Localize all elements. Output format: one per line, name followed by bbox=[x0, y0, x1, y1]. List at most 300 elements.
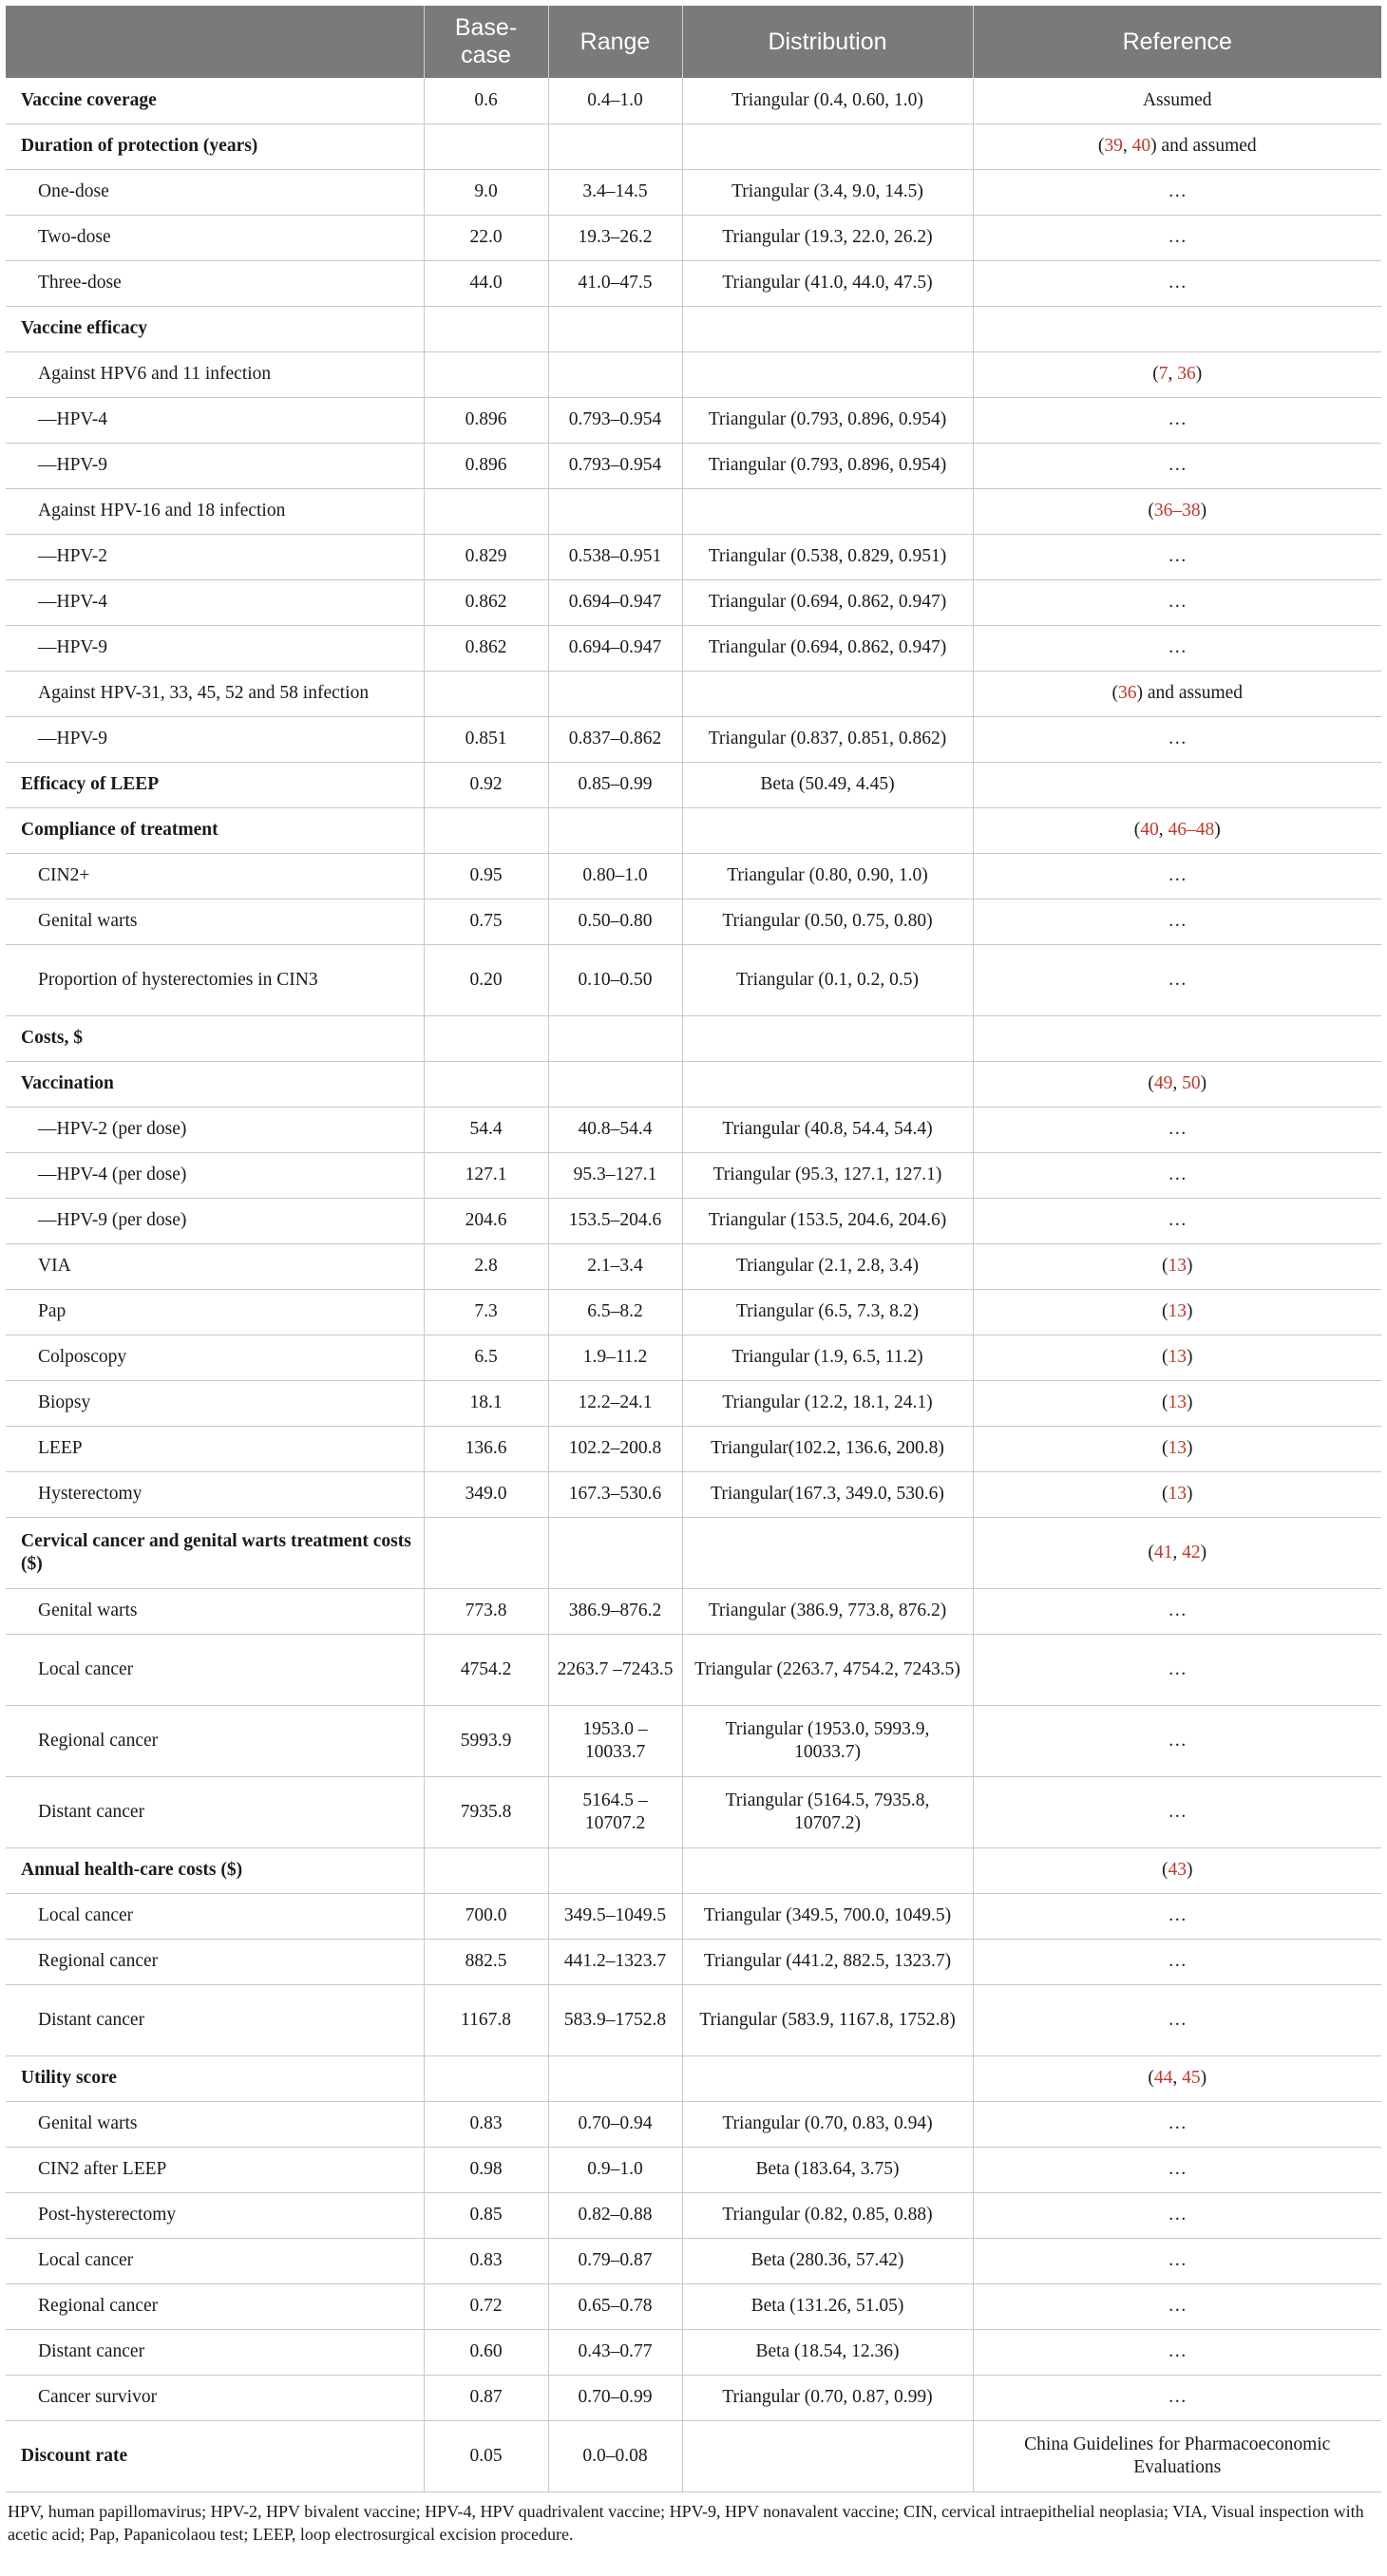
parameter-name: —HPV-4 (per dose) bbox=[6, 1152, 424, 1198]
reference-link[interactable]: 40 bbox=[1140, 820, 1159, 840]
table-row bbox=[6, 306, 1381, 351]
table-row bbox=[6, 579, 1381, 625]
parameter-name: Biopsy bbox=[6, 1380, 424, 1426]
base-case-value: 0.98 bbox=[424, 2147, 548, 2192]
distribution-value: Triangular (2.1, 2.8, 3.4) bbox=[682, 1243, 973, 1289]
reference-cell bbox=[973, 1152, 1381, 1198]
range-value: 5164.5 –10707.2 bbox=[548, 1776, 682, 1847]
reference-text: ) bbox=[1200, 501, 1207, 521]
table-row bbox=[6, 443, 1381, 488]
parameter-name: Annual health-care costs ($) bbox=[6, 1847, 424, 1893]
reference-text: … bbox=[1168, 1601, 1187, 1620]
reference-cell bbox=[973, 853, 1381, 899]
parameter-name: Post-hysterectomy bbox=[6, 2192, 424, 2238]
range-value: 0.694–0.947 bbox=[548, 579, 682, 625]
reference-cell bbox=[973, 2192, 1381, 2238]
distribution-value: Triangular (6.5, 7.3, 8.2) bbox=[682, 1289, 973, 1335]
reference-text: … bbox=[1168, 2341, 1187, 2361]
base-case-value: 0.92 bbox=[424, 762, 548, 807]
table-row bbox=[6, 807, 1381, 853]
reference-cell bbox=[973, 2283, 1381, 2329]
distribution-value: Triangular (583.9, 1167.8, 1752.8) bbox=[682, 1984, 973, 2055]
range-value: 0.793–0.954 bbox=[548, 443, 682, 488]
distribution-value: Triangular (5164.5, 7935.8, 10707.2) bbox=[682, 1776, 973, 1847]
reference-cell bbox=[973, 1776, 1381, 1847]
reference-link[interactable]: 41 bbox=[1153, 1542, 1173, 1563]
base-case-value: 0.862 bbox=[424, 625, 548, 671]
base-case-value: 0.896 bbox=[424, 443, 548, 488]
distribution-value: Triangular (2263.7, 4754.2, 7243.5) bbox=[682, 1634, 973, 1705]
reference-text: ( bbox=[1148, 1073, 1154, 1093]
distribution-value: Triangular (41.0, 44.0, 47.5) bbox=[682, 260, 973, 306]
range-value: 1953.0 –10033.7 bbox=[548, 1705, 682, 1776]
base-case-value bbox=[424, 1847, 548, 1893]
range-value: 0.50–0.80 bbox=[548, 899, 682, 944]
reference-cell bbox=[973, 2420, 1381, 2491]
parameter-name: —HPV-4 bbox=[6, 579, 424, 625]
base-case-value: 9.0 bbox=[424, 169, 548, 215]
reference-cell bbox=[973, 1243, 1381, 1289]
base-case-value: 773.8 bbox=[424, 1588, 548, 1634]
reference-text: … bbox=[1168, 1658, 1187, 1679]
reference-cell bbox=[973, 1107, 1381, 1152]
reference-cell bbox=[973, 2055, 1381, 2101]
reference-cell bbox=[973, 215, 1381, 260]
range-value: 41.0–47.5 bbox=[548, 260, 682, 306]
reference-cell bbox=[973, 1061, 1381, 1107]
reference-link[interactable]: 7 bbox=[1158, 364, 1168, 384]
reference-cell bbox=[973, 1289, 1381, 1335]
range-value: 2.1–3.4 bbox=[548, 1243, 682, 1289]
reference-text: … bbox=[1168, 1951, 1187, 1971]
table-row bbox=[6, 2238, 1381, 2283]
base-case-value: 5993.9 bbox=[424, 1705, 548, 1776]
parameter-name: Against HPV-31, 33, 45, 52 and 58 infection bbox=[6, 671, 424, 716]
reference-text: … bbox=[1168, 2250, 1187, 2270]
reference-text: … bbox=[1168, 546, 1187, 566]
parameter-name: Vaccine efficacy bbox=[6, 306, 424, 351]
parameter-name: —HPV-4 bbox=[6, 397, 424, 443]
parameter-name: Vaccine coverage bbox=[6, 78, 424, 123]
parameter-name: Regional cancer bbox=[6, 1939, 424, 1984]
reference-text: ) and assumed bbox=[1136, 683, 1244, 703]
distribution-value bbox=[682, 123, 973, 169]
base-case-value: 0.72 bbox=[424, 2283, 548, 2329]
base-case-value: 18.1 bbox=[424, 1380, 548, 1426]
distribution-value: Triangular (0.80, 0.90, 1.0) bbox=[682, 853, 973, 899]
table-row bbox=[6, 78, 1381, 123]
distribution-value bbox=[682, 488, 973, 534]
base-case-value: 127.1 bbox=[424, 1152, 548, 1198]
reference-text: ( bbox=[1162, 1860, 1168, 1880]
parameter-name: —HPV-2 bbox=[6, 534, 424, 579]
reference-text: Assumed bbox=[1142, 89, 1212, 110]
range-value: 0.79–0.87 bbox=[548, 2238, 682, 2283]
reference-text: , bbox=[1172, 1542, 1183, 1563]
parameter-name: Utility score bbox=[6, 2055, 424, 2101]
reference-cell bbox=[973, 1984, 1381, 2055]
range-value bbox=[548, 1061, 682, 1107]
distribution-value: Triangular(167.3, 349.0, 530.6) bbox=[682, 1471, 973, 1517]
range-value: 0.70–0.94 bbox=[548, 2101, 682, 2147]
table-row bbox=[6, 2375, 1381, 2420]
reference-link[interactable]: 36–38 bbox=[1153, 501, 1201, 521]
reference-cell bbox=[973, 944, 1381, 1015]
reference-text: … bbox=[1168, 227, 1187, 247]
reference-cell bbox=[973, 716, 1381, 762]
reference-text: , bbox=[1172, 1073, 1183, 1093]
reference-text: ) bbox=[1187, 1301, 1193, 1321]
table-row bbox=[6, 1517, 1381, 1588]
table-row bbox=[6, 1471, 1381, 1517]
reference-cell bbox=[973, 534, 1381, 579]
reference-text: ( bbox=[1162, 1392, 1168, 1412]
reference-text: ( bbox=[1162, 1301, 1168, 1321]
table-row bbox=[6, 169, 1381, 215]
reference-cell bbox=[973, 1517, 1381, 1588]
parameter-name: Hysterectomy bbox=[6, 1471, 424, 1517]
table-row bbox=[6, 260, 1381, 306]
distribution-value: Triangular (0.793, 0.896, 0.954) bbox=[682, 397, 973, 443]
reference-link[interactable]: 42 bbox=[1182, 1542, 1201, 1563]
parameter-name: Pap bbox=[6, 1289, 424, 1335]
reference-link[interactable]: 43 bbox=[1168, 1860, 1187, 1880]
distribution-value: Triangular (1.9, 6.5, 11.2) bbox=[682, 1335, 973, 1380]
base-case-value bbox=[424, 1517, 548, 1588]
base-case-value: 7.3 bbox=[424, 1289, 548, 1335]
base-case-value: 0.60 bbox=[424, 2329, 548, 2375]
reference-text: … bbox=[1168, 969, 1187, 990]
reference-cell bbox=[973, 2101, 1381, 2147]
parameter-name: Regional cancer bbox=[6, 2283, 424, 2329]
base-case-value: 0.20 bbox=[424, 944, 548, 1015]
parameter-name: CIN2+ bbox=[6, 853, 424, 899]
reference-text: ) bbox=[1200, 1073, 1207, 1093]
reference-text: ( bbox=[1162, 1438, 1168, 1458]
reference-cell bbox=[973, 397, 1381, 443]
reference-text: ( bbox=[1162, 1347, 1168, 1367]
reference-text: … bbox=[1168, 1165, 1187, 1184]
reference-text: ( bbox=[1133, 820, 1141, 840]
reference-link[interactable]: 13 bbox=[1168, 1301, 1187, 1321]
table-row bbox=[6, 397, 1381, 443]
reference-cell bbox=[973, 2238, 1381, 2283]
distribution-value: Triangular (0.70, 0.87, 0.99) bbox=[682, 2375, 973, 2420]
reference-text: ) bbox=[1200, 2068, 1207, 2088]
reference-text: ( bbox=[1097, 136, 1105, 156]
base-case-value: 0.829 bbox=[424, 534, 548, 579]
range-value bbox=[548, 671, 682, 716]
range-value bbox=[548, 807, 682, 853]
parameter-name: Local cancer bbox=[6, 2238, 424, 2283]
reference-text: ( bbox=[1148, 1542, 1154, 1563]
reference-link[interactable]: 13 bbox=[1168, 1392, 1187, 1412]
reference-text: … bbox=[1168, 2205, 1187, 2225]
base-case-value: 6.5 bbox=[424, 1335, 548, 1380]
reference-text: … bbox=[1168, 409, 1187, 429]
reference-link[interactable]: 13 bbox=[1168, 1438, 1187, 1458]
reference-text: … bbox=[1168, 273, 1187, 293]
range-value bbox=[548, 351, 682, 397]
distribution-value: Triangular (0.70, 0.83, 0.94) bbox=[682, 2101, 973, 2147]
distribution-value: Triangular (0.538, 0.829, 0.951) bbox=[682, 534, 973, 579]
table-body bbox=[6, 78, 1381, 2491]
parameter-name: Three-dose bbox=[6, 260, 424, 306]
reference-text: … bbox=[1168, 2159, 1187, 2179]
reference-cell bbox=[973, 1471, 1381, 1517]
parameter-name: Cervical cancer and genital warts treatment costs ($) bbox=[6, 1517, 424, 1588]
range-value: 40.8–54.4 bbox=[548, 1107, 682, 1152]
reference-link[interactable]: 36 bbox=[1117, 683, 1137, 703]
table-row bbox=[6, 716, 1381, 762]
range-value: 0.10–0.50 bbox=[548, 944, 682, 1015]
base-case-value: 700.0 bbox=[424, 1893, 548, 1939]
base-case-value bbox=[424, 306, 548, 351]
table-container bbox=[6, 6, 1381, 2546]
parameter-name: Against HPV-16 and 18 infection bbox=[6, 488, 424, 534]
distribution-value: Triangular (349.5, 700.0, 1049.5) bbox=[682, 1893, 973, 1939]
table-row bbox=[6, 1939, 1381, 1984]
distribution-value: Beta (18.54, 12.36) bbox=[682, 2329, 973, 2375]
reference-text: ) and assumed bbox=[1150, 136, 1257, 156]
range-value bbox=[548, 1015, 682, 1061]
table-row bbox=[6, 1015, 1381, 1061]
range-value bbox=[548, 488, 682, 534]
parameter-name: LEEP bbox=[6, 1426, 424, 1471]
table-row bbox=[6, 1243, 1381, 1289]
reference-link[interactable]: 40 bbox=[1131, 136, 1151, 156]
range-value: 0.0–0.08 bbox=[548, 2420, 682, 2491]
base-case-value: 22.0 bbox=[424, 215, 548, 260]
distribution-value bbox=[682, 1061, 973, 1107]
distribution-value bbox=[682, 2420, 973, 2491]
reference-cell bbox=[973, 1426, 1381, 1471]
base-case-value: 136.6 bbox=[424, 1426, 548, 1471]
base-case-value: 7935.8 bbox=[424, 1776, 548, 1847]
distribution-value bbox=[682, 807, 973, 853]
parameter-name: Regional cancer bbox=[6, 1705, 424, 1776]
header-range: Range bbox=[548, 6, 682, 78]
base-case-value: 0.87 bbox=[424, 2375, 548, 2420]
table-row bbox=[6, 1380, 1381, 1426]
distribution-value: Beta (131.26, 51.05) bbox=[682, 2283, 973, 2329]
distribution-value: Triangular (0.82, 0.85, 0.88) bbox=[682, 2192, 973, 2238]
table-row bbox=[6, 853, 1381, 899]
reference-cell bbox=[973, 1634, 1381, 1705]
reference-text: … bbox=[1168, 181, 1187, 201]
distribution-value: Triangular (12.2, 18.1, 24.1) bbox=[682, 1380, 973, 1426]
reference-cell bbox=[973, 1588, 1381, 1634]
table-row bbox=[6, 2192, 1381, 2238]
table-row bbox=[6, 671, 1381, 716]
distribution-value: Triangular (0.1, 0.2, 0.5) bbox=[682, 944, 973, 1015]
reference-cell bbox=[973, 123, 1381, 169]
reference-text: … bbox=[1168, 2387, 1187, 2407]
reference-text: ) bbox=[1187, 1860, 1193, 1880]
parameter-name: Two-dose bbox=[6, 215, 424, 260]
base-case-value: 54.4 bbox=[424, 1107, 548, 1152]
reference-cell bbox=[973, 762, 1381, 807]
reference-link[interactable]: 13 bbox=[1168, 1347, 1187, 1367]
parameter-name: VIA bbox=[6, 1243, 424, 1289]
distribution-value bbox=[682, 1847, 973, 1893]
table-row bbox=[6, 2147, 1381, 2192]
distribution-value: Triangular (153.5, 204.6, 204.6) bbox=[682, 1198, 973, 1243]
base-case-value: 882.5 bbox=[424, 1939, 548, 1984]
reference-cell bbox=[973, 1015, 1381, 1061]
reference-text: … bbox=[1168, 2113, 1187, 2133]
reference-link[interactable]: 13 bbox=[1168, 1484, 1187, 1504]
range-value: 95.3–127.1 bbox=[548, 1152, 682, 1198]
base-case-value bbox=[424, 807, 548, 853]
reference-text: China Guidelines for Pharmacoeconomic Evaluations bbox=[1024, 2434, 1331, 2477]
range-value: 0.70–0.99 bbox=[548, 2375, 682, 2420]
reference-cell bbox=[973, 169, 1381, 215]
reference-cell bbox=[973, 1380, 1381, 1426]
reference-cell bbox=[973, 579, 1381, 625]
reference-text: … bbox=[1168, 2296, 1187, 2316]
base-case-value bbox=[424, 1015, 548, 1061]
reference-link[interactable]: 39 bbox=[1104, 136, 1123, 156]
reference-text: … bbox=[1168, 911, 1187, 931]
reference-cell bbox=[973, 78, 1381, 123]
base-case-value: 0.6 bbox=[424, 78, 548, 123]
range-value: 19.3–26.2 bbox=[548, 215, 682, 260]
reference-cell bbox=[973, 899, 1381, 944]
range-value: 12.2–24.1 bbox=[548, 1380, 682, 1426]
reference-text: … bbox=[1168, 1905, 1187, 1925]
table-row bbox=[6, 351, 1381, 397]
parameter-name: —HPV-9 bbox=[6, 443, 424, 488]
base-case-value: 0.862 bbox=[424, 579, 548, 625]
distribution-value: Triangular (441.2, 882.5, 1323.7) bbox=[682, 1939, 973, 1984]
reference-cell bbox=[973, 2375, 1381, 2420]
distribution-value bbox=[682, 1517, 973, 1588]
reference-link[interactable]: 45 bbox=[1182, 2068, 1201, 2088]
reference-cell bbox=[973, 1847, 1381, 1893]
distribution-value: Beta (183.64, 3.75) bbox=[682, 2147, 973, 2192]
distribution-value: Triangular (386.9, 773.8, 876.2) bbox=[682, 1588, 973, 1634]
reference-cell bbox=[973, 351, 1381, 397]
reference-cell bbox=[973, 2329, 1381, 2375]
reference-text: … bbox=[1168, 1119, 1187, 1139]
reference-text: ( bbox=[1162, 1256, 1168, 1276]
distribution-value bbox=[682, 671, 973, 716]
reference-text: ( bbox=[1112, 683, 1118, 703]
reference-text: … bbox=[1168, 865, 1187, 885]
reference-cell bbox=[973, 306, 1381, 351]
base-case-value bbox=[424, 2055, 548, 2101]
range-value: 0.793–0.954 bbox=[548, 397, 682, 443]
table-row bbox=[6, 762, 1381, 807]
reference-link[interactable]: 49 bbox=[1153, 1073, 1173, 1093]
reference-cell bbox=[973, 1335, 1381, 1380]
parameter-name: —HPV-2 (per dose) bbox=[6, 1107, 424, 1152]
parameter-name: —HPV-9 bbox=[6, 716, 424, 762]
base-case-value: 0.95 bbox=[424, 853, 548, 899]
parameter-name: Compliance of treatment bbox=[6, 807, 424, 853]
reference-cell bbox=[973, 488, 1381, 534]
reference-link[interactable]: 36 bbox=[1177, 364, 1196, 384]
base-case-value: 0.85 bbox=[424, 2192, 548, 2238]
reference-text: … bbox=[1168, 637, 1187, 657]
range-value: 0.4–1.0 bbox=[548, 78, 682, 123]
range-value: 167.3–530.6 bbox=[548, 1471, 682, 1517]
reference-text: , bbox=[1158, 820, 1168, 840]
reference-cell bbox=[973, 260, 1381, 306]
parameter-name: Against HPV6 and 11 infection bbox=[6, 351, 424, 397]
table-row bbox=[6, 1289, 1381, 1335]
base-case-value: 2.8 bbox=[424, 1243, 548, 1289]
range-value: 0.538–0.951 bbox=[548, 534, 682, 579]
distribution-value bbox=[682, 306, 973, 351]
base-case-value: 0.83 bbox=[424, 2101, 548, 2147]
parameter-name: Colposcopy bbox=[6, 1335, 424, 1380]
table-row bbox=[6, 1061, 1381, 1107]
reference-link[interactable]: 50 bbox=[1182, 1073, 1201, 1093]
table-row bbox=[6, 1107, 1381, 1152]
range-value: 0.43–0.77 bbox=[548, 2329, 682, 2375]
base-case-value: 0.851 bbox=[424, 716, 548, 762]
base-case-value: 0.83 bbox=[424, 2238, 548, 2283]
range-value: 6.5–8.2 bbox=[548, 1289, 682, 1335]
table-row bbox=[6, 2101, 1381, 2147]
range-value: 153.5–204.6 bbox=[548, 1198, 682, 1243]
distribution-value: Beta (50.49, 4.45) bbox=[682, 762, 973, 807]
table-row bbox=[6, 1426, 1381, 1471]
distribution-value: Triangular (0.793, 0.896, 0.954) bbox=[682, 443, 973, 488]
reference-text: , bbox=[1172, 2068, 1183, 2088]
distribution-value bbox=[682, 2055, 973, 2101]
table-row bbox=[6, 215, 1381, 260]
range-value bbox=[548, 1847, 682, 1893]
reference-text: … bbox=[1168, 1730, 1187, 1751]
reference-cell bbox=[973, 625, 1381, 671]
distribution-value: Triangular (95.3, 127.1, 127.1) bbox=[682, 1152, 973, 1198]
distribution-value: Triangular (3.4, 9.0, 14.5) bbox=[682, 169, 973, 215]
reference-link[interactable]: 44 bbox=[1153, 2068, 1173, 2088]
table-header bbox=[6, 6, 1381, 78]
table-row bbox=[6, 1634, 1381, 1705]
distribution-value: Triangular (0.4, 0.60, 1.0) bbox=[682, 78, 973, 123]
base-case-value bbox=[424, 351, 548, 397]
range-value: 1.9–11.2 bbox=[548, 1335, 682, 1380]
table-row bbox=[6, 1198, 1381, 1243]
parameter-name: Duration of protection (years) bbox=[6, 123, 424, 169]
base-case-value: 0.05 bbox=[424, 2420, 548, 2491]
base-case-value: 44.0 bbox=[424, 260, 548, 306]
reference-cell bbox=[973, 671, 1381, 716]
reference-link[interactable]: 46–48 bbox=[1168, 820, 1215, 840]
parameter-name: Genital warts bbox=[6, 899, 424, 944]
range-value: 102.2–200.8 bbox=[548, 1426, 682, 1471]
parameters-table bbox=[6, 6, 1381, 2492]
range-value: 0.80–1.0 bbox=[548, 853, 682, 899]
table-row bbox=[6, 2420, 1381, 2491]
parameter-name: Distant cancer bbox=[6, 2329, 424, 2375]
table-row bbox=[6, 2329, 1381, 2375]
reference-text: … bbox=[1168, 1210, 1187, 1230]
distribution-value: Triangular (40.8, 54.4, 54.4) bbox=[682, 1107, 973, 1152]
table-row bbox=[6, 899, 1381, 944]
range-value bbox=[548, 306, 682, 351]
reference-text: … bbox=[1168, 592, 1187, 612]
distribution-value bbox=[682, 1015, 973, 1061]
parameter-name: Genital warts bbox=[6, 1588, 424, 1634]
reference-text: ) bbox=[1187, 1256, 1193, 1276]
parameter-name: Distant cancer bbox=[6, 1984, 424, 2055]
reference-link[interactable]: 13 bbox=[1168, 1256, 1187, 1276]
